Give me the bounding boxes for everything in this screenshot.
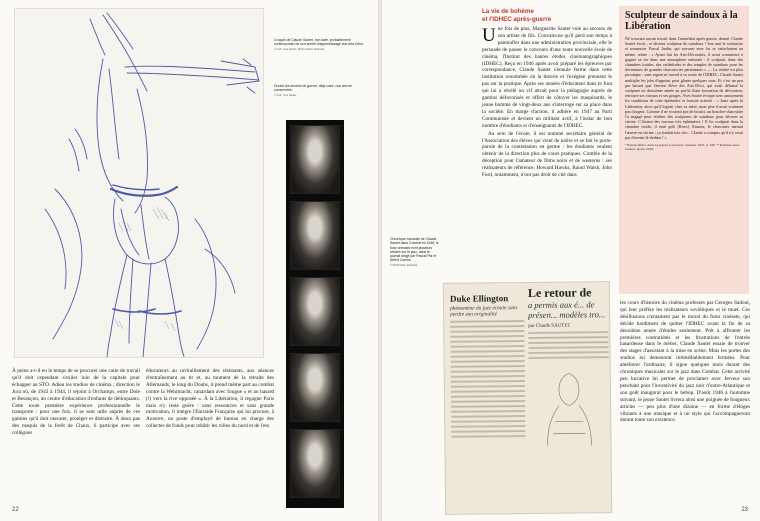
clipping-right-column (528, 286, 610, 461)
right-page (382, 0, 760, 521)
sketch-caption-block (274, 38, 369, 51)
sketch-drawing (14, 8, 264, 358)
section-heading-line1: La vie de bohème (482, 8, 534, 15)
sketch-illustration (15, 9, 264, 358)
clipping-credit: © BnF/Kellner Rochette (390, 263, 418, 267)
clipping-headline-right: Le retour de (527, 285, 592, 300)
page-number-right: 23 (741, 507, 748, 513)
section-heading-line2: et l'IDHEC après-guerre (482, 15, 552, 23)
clipping-byline: par Claude SAUTET (528, 323, 571, 329)
article-text-1: ne fois de plus, Marguerite Sautet vole au secours de son artiste de fils. Convaincue qu'il perd son temps à pantoufler dans une administration provinciale, elle le persuade de passer le concours d'une toute nouvelle école de cinéma, l'Institut des hautes études cinématographiques (IDHEC). Reçu en 1946 après avoir préparé les épreuves par correspondance, Claude Sautet s'ennuie ferme dans cette institution renommée où la théorie et l'exégèse prennent le pas sur la pratique. Après ses années d'éducateur dans le Jura qui lui a révélé un vif attrait pour la pédagogie auprès de gamins défavorisés et offert de côtoyer les maquisards, le jeune homme de vingt-deux ans s'interroge sur sa place dans la société. En marge d'action, il adhère en 1947 au Parti Communiste et devient un militant actif, à l'instar de bon nombre d'étudiants et d'enseignants de l'IDHEC. (482, 26, 612, 129)
article-paragraph-2: Au sein de l'école, il est nommé secrétaire général de l'Association des élèves qui vient de naître et se fait le porte-parole de la contestation en germe : les étudiants veulent obtenir de la direction plus de cours pratiques. Comble de la déception pour l'amateur de films noirs et de westerns : ses réalisateurs de référence, Howard Hawks, Raoul Walsh, John Ford, notamment, n'ont pas droit de cité dans (482, 130, 612, 179)
photobooth-strip (286, 120, 344, 508)
strip-caption: Durant les années de guerre, déjà cuire, une œuvre commentée. (274, 84, 352, 93)
clipping-caption: Chronique musicale de Claude Sautet dans Combat en 1948, le futur cinéaste écrit plusieurs articles sur le jazz, dans le journal dirigé par Pascal Pia et Albert Camus. (390, 237, 439, 263)
newspaper-clipping (443, 281, 612, 515)
clipping-subhead-left: phénomène du jazz écoute sans perdre son originalité (450, 305, 518, 319)
portrait-photo (290, 277, 340, 346)
portrait-photo (290, 429, 340, 498)
article-column-1 (482, 8, 612, 179)
sketch-credit: © Coll. Yves Sautet. Photo Kellner Rochette (274, 47, 325, 51)
article-paragraph-1 (482, 26, 612, 130)
sidebar-text: Né trouvant aucun travail dans l'immédiat après-guerre, donné, Claude Sautet évoit... et devient sculpteur de saindoux ! Son ami le scénariste et romancier Pascal Jardin, qui souvent avec lui se rattachaient au même, relate : « Ayant fait les Arts-Décoratifs, il avait commencé à gagner sa vie dans une atmosphère enfumée : il sculptait, dans des chambres froides, des cathédrales et des temples de saindoux pour les devantures de grandes charcuteries parisiennes » — La réalité est plus prosaïque : sans argent ni travail à sa sortie de l'IDHEC, Claude Sautet multiplie les jobs d'appoint pour glaner quelques sous. Et c'est un peu par hasard que l'ancien élève des Arts-Déco, qui avait délaissé la sculpture en deuxième année au profit d'une formation de décorateur, retrouve ses ciseaux et ses gouges. Yves Sautet évoque avec amusement les conditions de cette éphémère et fortuite activité : « Juste après la Libération, alors qu'il logeait chez sa mère, mon père n'avait vraiment pas d'argent. Comme il ne trouvait pas de boulot, un boucher-charcutier l'a engagé pour réaliser des sculptures de saindoux pour décorer sa vitrine. C'étaient des travaux très éphémères ! Il les sculptait dans la chambre froide, il était gelé [Rires]. Ensuite, le charcutier mettait l'œuvre en vitrine ; ça fondait très vite... Claude a compris qu'il n'y avait pas d'avenir là-dedans ! » (625, 36, 743, 140)
clipping-left-column (450, 293, 526, 441)
portrait-photo (290, 353, 340, 422)
portrait-photo (290, 201, 340, 270)
sidebar-box (619, 6, 749, 294)
body-column-1: À peine a-t-il eu le temps de se procurer une carte de travail qu'il doit cependant s'exiler loin de la capitale pour échapper au STO. Adieu les studios de cinéma ; direction le Jura où, de 1943 à 1944, il rejoint à Orchamps, entre Dole et Besançon, un centre d'éducation d'enfants de délinquants. Cette toute première expérience professionnelle le transporte : pour une fois, il se sent utile auprès de ces gamins qu'il doit rassurer, protéger et distraire. À deux pas des maquis de la forêt de Chaux, il participe avec ses collègues (12, 368, 140, 437)
clipping-illustration (529, 365, 608, 456)
sidebar-footnote: * Pascal Jardin, dans La guerre à neuf ans, Grasset, 1971, p. 166. ** Entretien avec l'auteur, février 2018. (625, 143, 740, 152)
drop-cap: U (482, 25, 496, 46)
strip-caption-block (274, 84, 369, 97)
article-column-2-bottom: les cours d'histoire du cinéma professés par Georges Sadoul, qui leur préfère les réalisateurs soviétiques et le muet. Ces désillusions n'entament pas le moral du futur cinéaste, qui décide hardiment de quitter l'IDHEC avant la fin de sa deuxième année d'études seulement. Prêt à affronter les premières contrariétés et les frustrations de l'entrée hasardeuse dans le métier, Claude Sautet essaie de trouver des stages d'assistant à la mise en scène. Mais les portes des studios lui demeurent irrémédiablement fermées. Pour améliorer l'ordinaire, il signe quelques mois durant des chroniques musicales sur le jazz dans Combat. Cette activité peu lucrative lui permet de proclamer avec ferveur son penchant pour l'inventivité du jazz noir d'outre-Atlantique et son goût inaugural pour le bebop. D'août 1946 à l'automne suivant, le jeune Sautet livrera ainsi une poignée de fougueux articles — peu plus d'une dizaine — en forme d'éloges vibrants à une musique et à un style qui l'accompagneront durant toute son existence. (620, 300, 750, 424)
clipping-headline-left: Duke Ellington (449, 293, 509, 304)
clipping-caption-block (390, 237, 440, 267)
section-heading (482, 8, 612, 23)
clipping-subhead-right: a permis aux é... de présen... modèles tro... (527, 299, 606, 320)
sidebar-title: Sculpteur de saindoux à la Libération (625, 10, 738, 32)
sketch-caption: Croquis de Claude Sautet, non daté, probablement contemporain de son année d'apprentissage aux Arts-Déco. (274, 38, 364, 47)
strip-credit: © Coll. Yves Sautet (274, 93, 297, 97)
portrait-photo (290, 125, 340, 194)
body-column-2: éducateurs au ravitaillement des résistants, aux séances d'entraînement au tir et, au moment de la retraite des Allemands, le long du Doubs, il prend même part au combat contre la Wehrmacht, canardant avec fougue « et au hasard (!) vers la rive opposée ». À la Libération, il regagne Paris mais n'y reste guère : sans ressources et sans grande motivation, il intègre l'Entraide Française qui lui procure, à Auxerre, un poste d'employé de bureau en charge des collectes de fonds pour rebâtir les villes du nord et de l'est. (146, 368, 274, 430)
page-number-left: 22 (12, 507, 19, 513)
left-page (0, 0, 378, 521)
